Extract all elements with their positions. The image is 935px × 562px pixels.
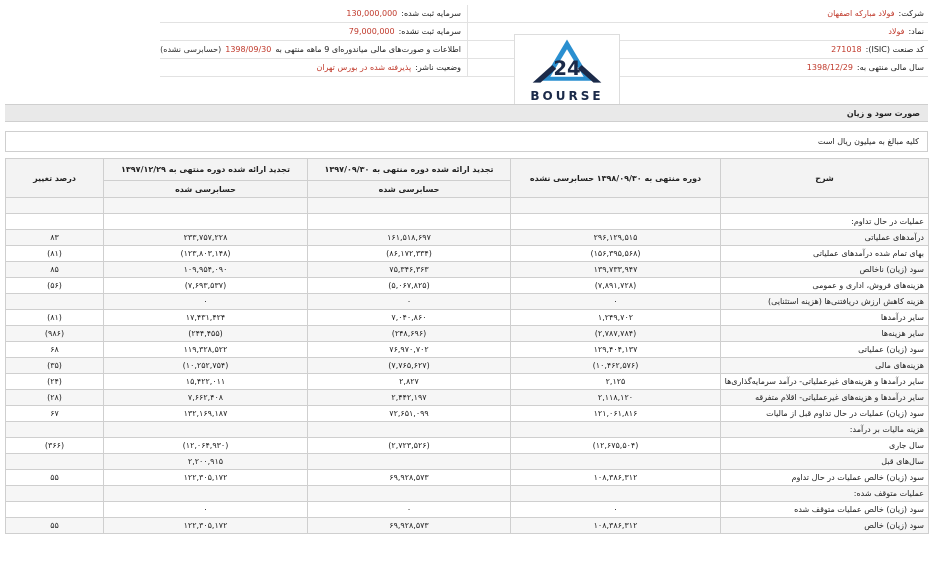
income-statement-table [5,158,929,534]
cell-period-1397-12: ۰ [104,294,308,310]
cell-period-1398 [511,454,721,470]
table-row [6,454,929,470]
table-row [6,470,929,486]
cell-period-1398: ۲,۱۱۸,۱۲۰ [511,390,721,406]
col-subheader-audited: حسابرسی شده [104,181,308,198]
cell-percent-change: (۹۸۶) [6,326,104,342]
cell-period-1397-09 [308,486,511,502]
cell-period-1397-12: ۱۲۲,۳۰۵,۱۷۲ [104,518,308,534]
cell-period-1397-09: (۵,۰۶۷,۸۲۵) [308,278,511,294]
cell-percent-change: ۶۷ [6,406,104,422]
cell-period-1398: (۲,۷۸۷,۷۸۴) [511,326,721,342]
table-row [6,406,929,422]
cell-percent-change: ۸۵ [6,262,104,278]
cell-percent-change: (۲۸) [6,390,104,406]
isic-value: 271018 [831,45,862,54]
cell-percent-change: ۵۵ [6,470,104,486]
cell-period-1397-09: ۲,۸۲۷ [308,374,511,390]
cell-period-1397-09 [308,214,511,230]
cell-period-1398: ۰ [511,294,721,310]
row-description: سود (زیان) ناخالص [721,262,929,278]
table-row [6,310,929,326]
cell-period-1397-12: ۷,۶۶۲,۴۰۸ [104,390,308,406]
cell-period-1397-09: ۶۹,۹۲۸,۵۷۳ [308,518,511,534]
company-label: شرکت: [898,9,924,18]
table-row [6,342,929,358]
col-subheader-audited: حسابرسی شده [308,181,511,198]
cell-percent-change [6,214,104,230]
cell-period-1398: ۲,۱۲۵ [511,374,721,390]
table-row [6,278,929,294]
table-row [6,518,929,534]
symbol-value: فولاد [888,27,905,36]
table-row [6,486,929,502]
cell-percent-change: (۳۵) [6,358,104,374]
unregistered-capital-value: 79,000,000 [348,27,395,36]
table-row [6,422,929,438]
publisher-status-value: پذیرفته شده در بورس تهران [316,63,412,72]
cell-period-1397-09: ۶۹,۹۲۸,۵۷۳ [308,470,511,486]
row-description: بهای تمام شده درآمدهای عملیاتی [721,246,929,262]
cell-period-1397-12: ۱۵,۴۲۲,۰۱۱ [104,374,308,390]
table-row [6,214,929,230]
cell-percent-change: (۸۱) [6,310,104,326]
logo-word: BOURSE [530,89,604,103]
table-row [6,230,929,246]
cell-period-1397-12: ۱۳۲,۱۶۹,۱۸۷ [104,406,308,422]
col-header-period-1397-12: تجدید ارائه شده دوره منتهی به ۱۳۹۷/۱۲/۲۹ [104,159,308,181]
report-date: 1398/09/30 [225,45,272,54]
row-description: سود (زیان) عملیات در حال تداوم قبل از مالیات [721,406,929,422]
svg-text:24: 24 [553,56,581,80]
table-row [6,438,929,454]
cell-period-1398 [511,214,721,230]
cell-percent-change [6,502,104,518]
cell-percent-change: (۲۴) [6,374,104,390]
row-description: سایر درآمدها [721,310,929,326]
cell-period-1397-09: ۷۵,۳۴۶,۳۶۳ [308,262,511,278]
cell-period-1397-12 [104,486,308,502]
col-header-percent-change: درصد تغییر [6,159,104,198]
cell-percent-change: (۵۶) [6,278,104,294]
cell-percent-change: (۳۶۶) [6,438,104,454]
cell-period-1397-12: ۰ [104,502,308,518]
logo-mark-icon [515,35,619,95]
cell-percent-change [6,454,104,470]
cell-period-1397-09: ۰ [308,294,511,310]
cell-period-1398: ۱,۲۴۹,۷۰۲ [511,310,721,326]
unit-note: کلیه مبالغ به میلیون ریال است [5,131,928,152]
cell-period-1398 [511,422,721,438]
table-row [6,374,929,390]
registered-capital-value: 130,000,000 [346,9,398,18]
cell-period-1397-12: ۲۳۳,۷۵۷,۲۲۸ [104,230,308,246]
cell-percent-change [6,294,104,310]
cell-period-1398: (۱۵۶,۳۹۵,۵۶۸) [511,246,721,262]
row-description: سود (زیان) خالص [721,518,929,534]
row-description: سود (زیان) خالص عملیات متوقف شده [721,502,929,518]
row-description: سال جاری [721,438,929,454]
cell-percent-change: (۸۱) [6,246,104,262]
col-header-period-1397-09: تجدید ارائه شده دوره منتهی به ۱۳۹۷/۰۹/۳۰ [308,159,511,181]
cell-period-1397-12: (۱۲,۰۶۴,۹۳۰) [104,438,308,454]
cell-period-1397-12: ۱۷,۴۳۱,۴۲۴ [104,310,308,326]
cell-period-1398: ۱۰۸,۳۸۶,۳۱۲ [511,470,721,486]
cell-percent-change: ۶۸ [6,342,104,358]
cell-period-1397-12: (۱۰,۲۵۲,۷۵۴) [104,358,308,374]
section-title: صورت سود و زیان [5,104,928,122]
table-row [6,326,929,342]
cell-percent-change: ۸۳ [6,230,104,246]
cell-period-1398: ۱۰۸,۳۸۶,۳۱۲ [511,518,721,534]
cell-percent-change: ۵۵ [6,518,104,534]
fiscal-year-value: 1398/12/29 [806,63,853,72]
cell-percent-change [6,422,104,438]
cell-period-1397-09: ۷,۰۴۰,۸۶۰ [308,310,511,326]
cell-period-1397-09: ۲,۴۴۲,۱۹۷ [308,390,511,406]
cell-period-1397-12: ۱۰۹,۹۵۴,۰۹۰ [104,262,308,278]
isic-label: کد صنعت (ISIC): [865,45,924,54]
row-description: هزینه مالیات بر درآمد: [721,422,929,438]
spacer-row [6,198,929,214]
cell-period-1397-09: ۱۶۱,۵۱۸,۶۹۷ [308,230,511,246]
info-row-company [160,5,928,23]
row-description: سال‌های قبل [721,454,929,470]
table-row [6,246,929,262]
table-row [6,358,929,374]
cell-period-1398: ۱۲۱,۰۶۱,۸۱۶ [511,406,721,422]
cell-period-1398: (۷,۸۹۱,۷۲۸) [511,278,721,294]
cell-period-1397-12: ۱۱۹,۳۲۸,۵۲۲ [104,342,308,358]
cell-period-1397-12: (۷,۶۹۳,۵۳۷) [104,278,308,294]
table-row [6,502,929,518]
row-description: هزینه‌های فروش، اداری و عمومی [721,278,929,294]
cell-period-1398 [511,486,721,502]
cell-period-1397-09 [308,422,511,438]
row-description: هزینه‌های مالی [721,358,929,374]
col-header-description: شرح [721,159,929,198]
col-header-period-1398: دوره منتهی به ۱۳۹۸/۰۹/۳۰ حسابرسی نشده [511,159,721,198]
cell-period-1397-09: ۷۶,۹۷۰,۷۰۲ [308,342,511,358]
row-description: هزینه کاهش ارزش دریافتنی‌ها (هزینه استثنایی) [721,294,929,310]
cell-period-1397-12: ۲,۲۰۰,۹۱۵ [104,454,308,470]
cell-period-1398: ۱۲۹,۴۰۴,۱۳۷ [511,342,721,358]
cell-period-1398: ۰ [511,502,721,518]
cell-period-1397-09: (۷,۷۶۵,۶۲۷) [308,358,511,374]
report-status: (حسابرسی نشده) [160,45,222,54]
unregistered-capital-label: سرمایه ثبت نشده: [398,27,461,36]
cell-percent-change [6,486,104,502]
table-header-row [6,159,929,181]
table-body [6,198,929,534]
row-description: سایر هزینه‌ها [721,326,929,342]
fiscal-year-label: سال مالی منتهی به: [856,63,924,72]
row-description: عملیات در حال تداوم: [721,214,929,230]
cell-period-1397-12: ۱۲۲,۳۰۵,۱۷۲ [104,470,308,486]
row-description: سود (زیان) خالص عملیات در حال تداوم [721,470,929,486]
cell-period-1397-09: (۸۶,۱۷۲,۳۳۴) [308,246,511,262]
cell-period-1397-12: (۱۲۳,۸۰۳,۱۴۸) [104,246,308,262]
row-description: عملیات متوقف شده: [721,486,929,502]
cell-period-1398: ۲۹۶,۱۲۹,۵۱۵ [511,230,721,246]
cell-period-1397-12: (۲۴۴,۴۵۵) [104,326,308,342]
table-row [6,262,929,278]
cell-period-1397-09: (۲,۷۲۳,۵۲۶) [308,438,511,454]
table-row [6,390,929,406]
table-row [6,294,929,310]
cell-period-1397-12 [104,422,308,438]
registered-capital-label: سرمایه ثبت شده: [401,9,461,18]
row-description: سود (زیان) عملیاتی [721,342,929,358]
publisher-status-label: وضعیت ناشر: [415,63,461,72]
row-description: سایر درآمدها و هزینه‌های غیرعملیاتی- درآمد سرمایه‌گذاری‌ها [721,374,929,390]
cell-period-1398: (۱۲,۶۷۵,۵۰۴) [511,438,721,454]
cell-period-1398: ۱۳۹,۷۳۳,۹۴۷ [511,262,721,278]
row-description: درآمدهای عملیاتی [721,230,929,246]
cell-period-1397-09 [308,454,511,470]
symbol-label: نماد: [908,27,924,36]
report-label: اطلاعات و صورت‌های مالی میاندوره‌ای 9 ماهه منتهی به [275,45,461,54]
cell-period-1397-09: ۷۲,۶۵۱,۰۹۹ [308,406,511,422]
cell-period-1397-09: (۲۴۸,۶۹۶) [308,326,511,342]
company-value: فولاد مبارکه اصفهان [827,9,895,18]
cell-period-1397-09: ۰ [308,502,511,518]
cell-period-1397-12 [104,214,308,230]
cell-period-1398: (۱۰,۴۶۲,۵۷۶) [511,358,721,374]
row-description: سایر درآمدها و هزینه‌های غیرعملیاتی- اقلام متفرقه [721,390,929,406]
